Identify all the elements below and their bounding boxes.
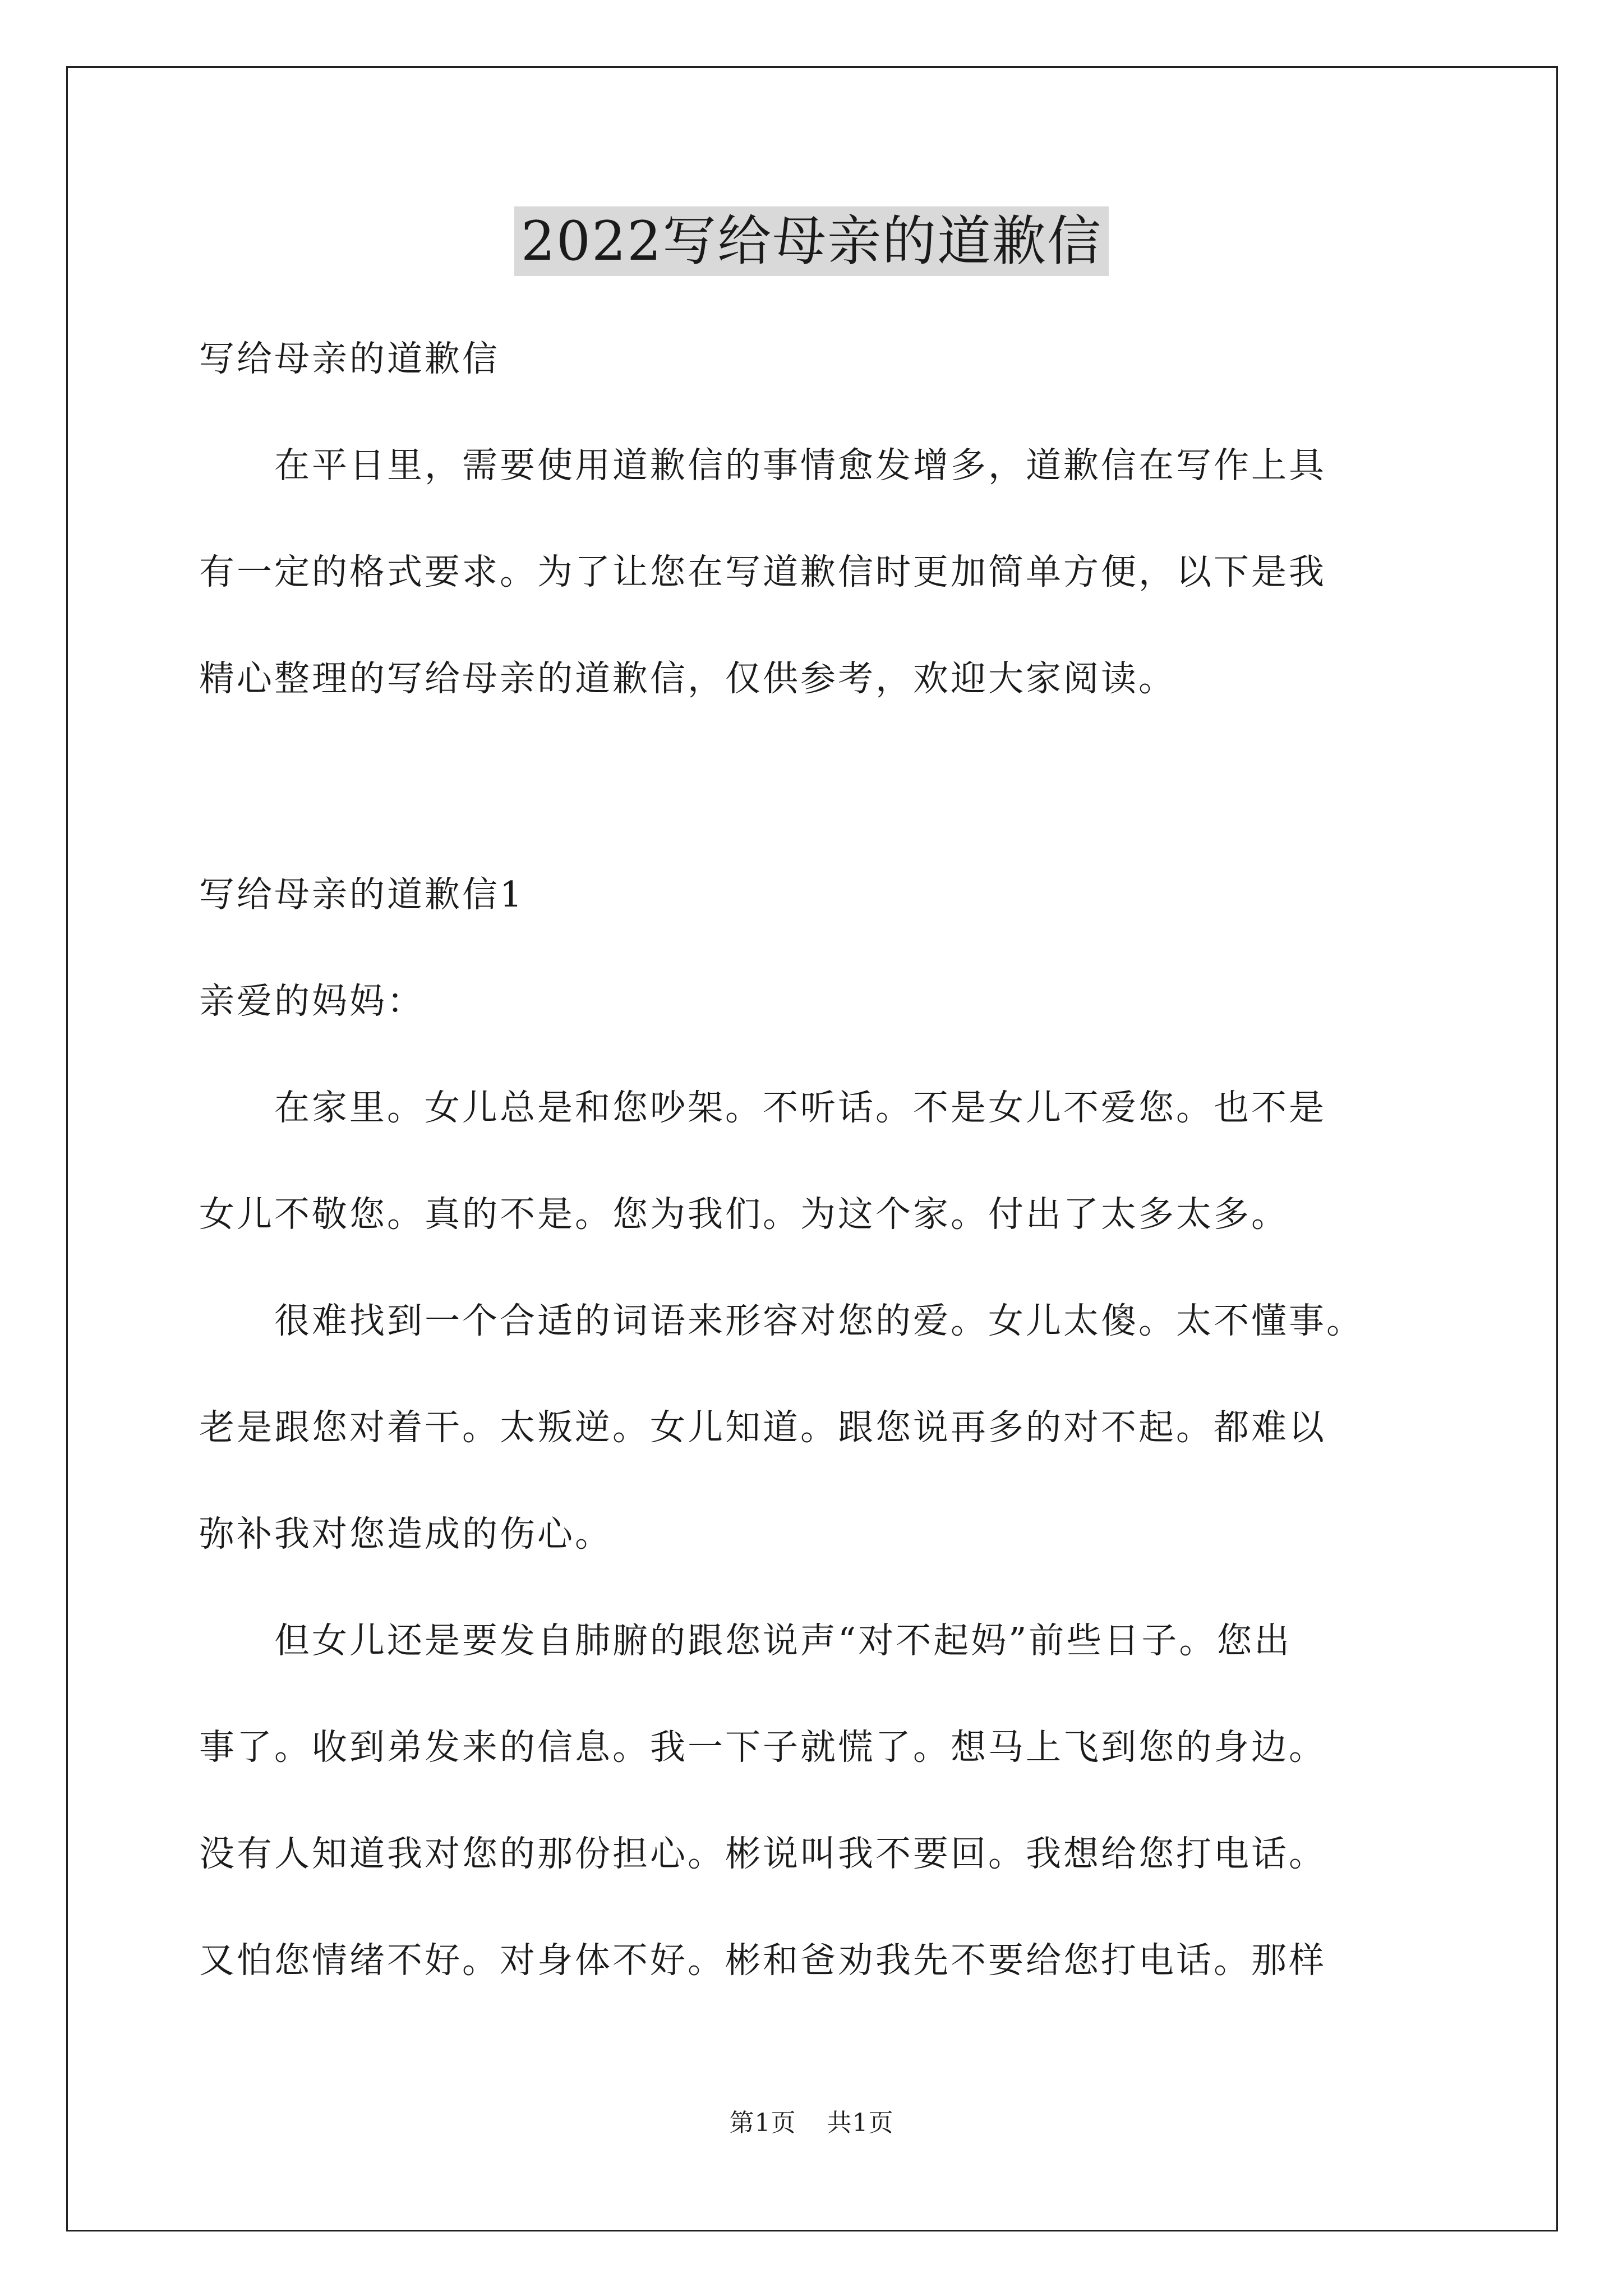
section-heading: 写给母亲的道歉信1 [199, 874, 525, 915]
body-line: 在平日里，需要使用道歉信的事情愈发增多，道歉信在写作上具 [199, 445, 1326, 486]
page-number: 第1页 [729, 2109, 796, 2137]
document-title-text: 2022写给母亲的道歉信 [514, 206, 1109, 276]
page-footer [0, 2106, 1623, 2140]
body-line: 没有人知道我对您的那份担心。彬说叫我不要回。我想给您打电话。 [199, 1833, 1326, 1874]
body-line: 老是跟您对着干。太叛逆。女儿知道。跟您说再多的对不起。都难以 [199, 1407, 1326, 1448]
body-line: 但女儿还是要发自肺腑的跟您说声“对不起妈”前些日子。您出 [199, 1620, 1292, 1661]
page-total: 共1页 [827, 2109, 894, 2137]
body-line: 有一定的格式要求。为了让您在写道歉信时更加简单方便，以下是我 [199, 551, 1326, 592]
body-line: 事了。收到弟发来的信息。我一下子就慌了。想马上飞到您的身边。 [199, 1727, 1326, 1768]
document-title [0, 205, 1623, 278]
body-line: 又怕您情绪不好。对身体不好。彬和爸劝我先不要给您打电话。那样 [199, 1940, 1326, 1981]
body-heading: 写给母亲的道歉信 [199, 338, 500, 379]
salutation: 亲爱的妈妈： [199, 981, 425, 1022]
body-line: 精心整理的写给母亲的道歉信，仅供参考，欢迎大家阅读。 [199, 658, 1176, 699]
body-line: 弥补我对您造成的伤心。 [199, 1513, 612, 1554]
page-border [66, 66, 1558, 2231]
body-line: 很难找到一个合适的词语来形容对您的爱。女儿太傻。太不懂事。 [199, 1300, 1364, 1341]
body-line: 女儿不敬您。真的不是。您为我们。为这个家。付出了太多太多。 [199, 1194, 1289, 1235]
body-line: 在家里。女儿总是和您吵架。不听话。不是女儿不爱您。也不是 [199, 1087, 1326, 1128]
